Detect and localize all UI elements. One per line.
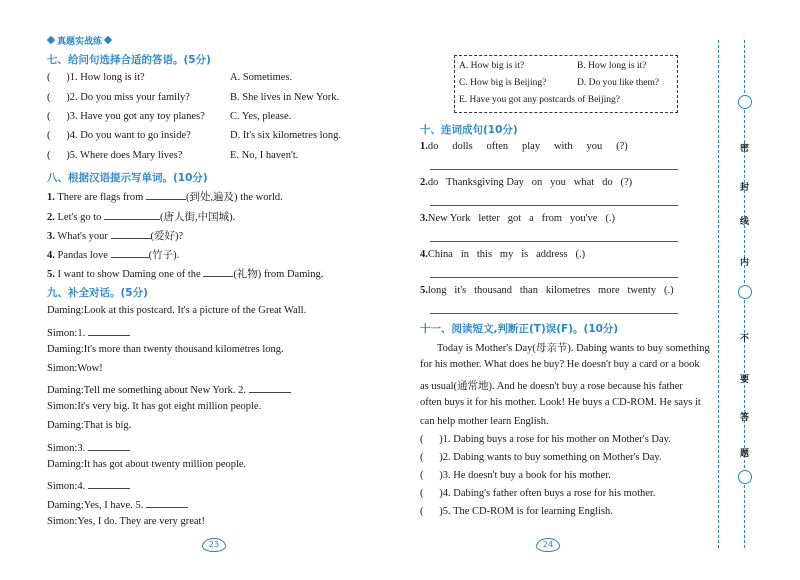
answer-blank[interactable] [111,228,151,239]
dialogue-line: Daming:It has got about twenty million people. [47,459,247,470]
match-item: ( )5. Where does Mary lives? [47,150,183,161]
dialogue-line: Simon:Wow! [47,363,103,374]
match-item: ( )3. Have you got any toy planes? [47,111,205,122]
match-answer: D. It's six kilometres long. [230,130,341,141]
answer-line[interactable] [430,241,678,242]
reorder-item: 3.New York letter got a from you've (.) [420,213,615,224]
fill-item: 4. Pandas love (竹子). [47,247,179,262]
dialogue-line: Simon:1. [47,325,130,339]
reorder-item: 1.do dolls often play with you (?) [420,141,628,152]
match-answer: B. She lives in New York. [230,92,340,103]
option-b: B. How long is it? [577,61,647,71]
answer-line[interactable] [430,313,678,314]
fill-item: 5. I want to show Daming one of the (礼物) from Daming. [47,266,323,281]
seal-char: 不 [740,334,750,344]
answer-line[interactable] [430,205,678,206]
tf-item: ( )1. Dabing buys a rose for his mother on Mother's Day. [420,434,671,445]
passage-line: as usual(通常地). And he doesn't buy a rose because his father [420,381,683,392]
seal-char: 密 [740,144,750,154]
section-7-title: 七、给问句选择合适的答语。(5分) [47,54,211,66]
seal-char: 要 [740,375,750,385]
fill-item: 1. There are flags from (到处,遍及) the world. [47,189,283,204]
section-8-title: 八、根据汉语提示写单词。(10分) [47,172,208,184]
passage-line: Today is Mother's Day(母亲节). Dabing wants to buy something [437,343,710,354]
match-item: ( )4. Do you want to go inside? [47,130,191,141]
diamond-icon [104,36,112,44]
match-answer: A. Sometimes. [230,72,293,83]
section-10-title: 十、连词成句(10分) [420,124,518,136]
tf-item: ( )5. The CD-ROM is for learning English. [420,506,613,517]
answer-blank[interactable] [146,497,188,508]
answer-blank[interactable] [111,247,149,258]
fill-item: 2. Let's go to (唐人街,中国城). [47,209,235,224]
answer-blank[interactable] [104,209,160,220]
dialogue-line: Daming:It's more than twenty thousand kilometres long. [47,344,284,355]
answer-blank[interactable] [88,478,130,489]
seal-line [718,40,719,548]
match-answer: E. No, I haven't. [230,150,299,161]
answer-blank[interactable] [249,382,291,393]
seal-char: 答 [740,413,750,423]
seal-char: 封 [740,183,750,193]
seal-char: 内 [740,258,750,268]
option-a: A. How big is it? [459,61,525,71]
answer-line[interactable] [430,169,678,170]
dialogue-line: Simon:It's very big. It has got eight million people. [47,401,262,412]
match-item: ( )2. Do you miss your family? [47,92,190,103]
binding-hole [738,470,752,484]
reorder-item: 4.China in this my is address (.) [420,249,586,260]
option-c: C. How big is Beijing? [459,78,547,88]
dialogue-line: Daming:Yes, I have. 5. [47,497,188,511]
page-number-left: 23 [202,538,226,552]
diamond-icon [47,36,55,44]
dialogue-line: Simon:3. [47,440,130,454]
reorder-item: 5.long it's thousand than kilometres more twenty (.) [420,285,674,296]
dialogue-line: Simon:Yes, I do. They are very great! [47,516,205,527]
passage-line: often buys it for his mother. Look! He buys a CD-ROM. He says it [420,397,701,408]
dialogue-line: Daming:Look at this postcard. It's a picture of the Great Wall. [47,305,307,316]
section-9-title: 九、补全对话。(5分) [47,287,148,299]
match-item: ( )1. How long is it? [47,72,145,83]
answer-blank[interactable] [88,440,130,451]
reorder-item: 2.do Thanksgiving Day on you what do (?) [420,177,633,188]
section-11-title: 十一、阅读短文,判断正(T)误(F)。(10分) [420,323,619,335]
page-number-right: 24 [536,538,560,552]
seal-char: 题 [740,449,750,459]
passage-line: can help mother learn English. [420,416,549,427]
option-e: E. Have you got any postcards of Beijing? [459,95,620,105]
tf-item: ( )3. He doesn't buy a book for his mother. [420,470,611,481]
seal-char: 线 [740,217,750,227]
answer-line[interactable] [430,277,678,278]
dialogue-line: Daming:Tell me something about New York. 2. [47,382,291,396]
answer-blank[interactable] [203,266,233,277]
answer-blank[interactable] [146,189,186,200]
option-d: D. Do you like them? [577,78,660,88]
fill-item: 3. What's your (爱好)? [47,228,183,243]
answer-blank[interactable] [88,325,130,336]
tf-item: ( )4. Dabing's father often buys a rose for his mother. [420,488,656,499]
match-answer: C. Yes, please. [230,111,292,122]
binding-hole [738,95,752,109]
passage-line: for his mother. What does he buy? He doesn't buy a card or a book [420,359,700,370]
tf-item: ( )2. Dabing wants to buy something on Mother's Day. [420,452,662,463]
binding-hole [738,285,752,299]
section-banner: 真题实战练 [45,34,114,47]
dialogue-line: Daming:That is big. [47,420,132,431]
dialogue-line: Simon:4. [47,478,130,492]
